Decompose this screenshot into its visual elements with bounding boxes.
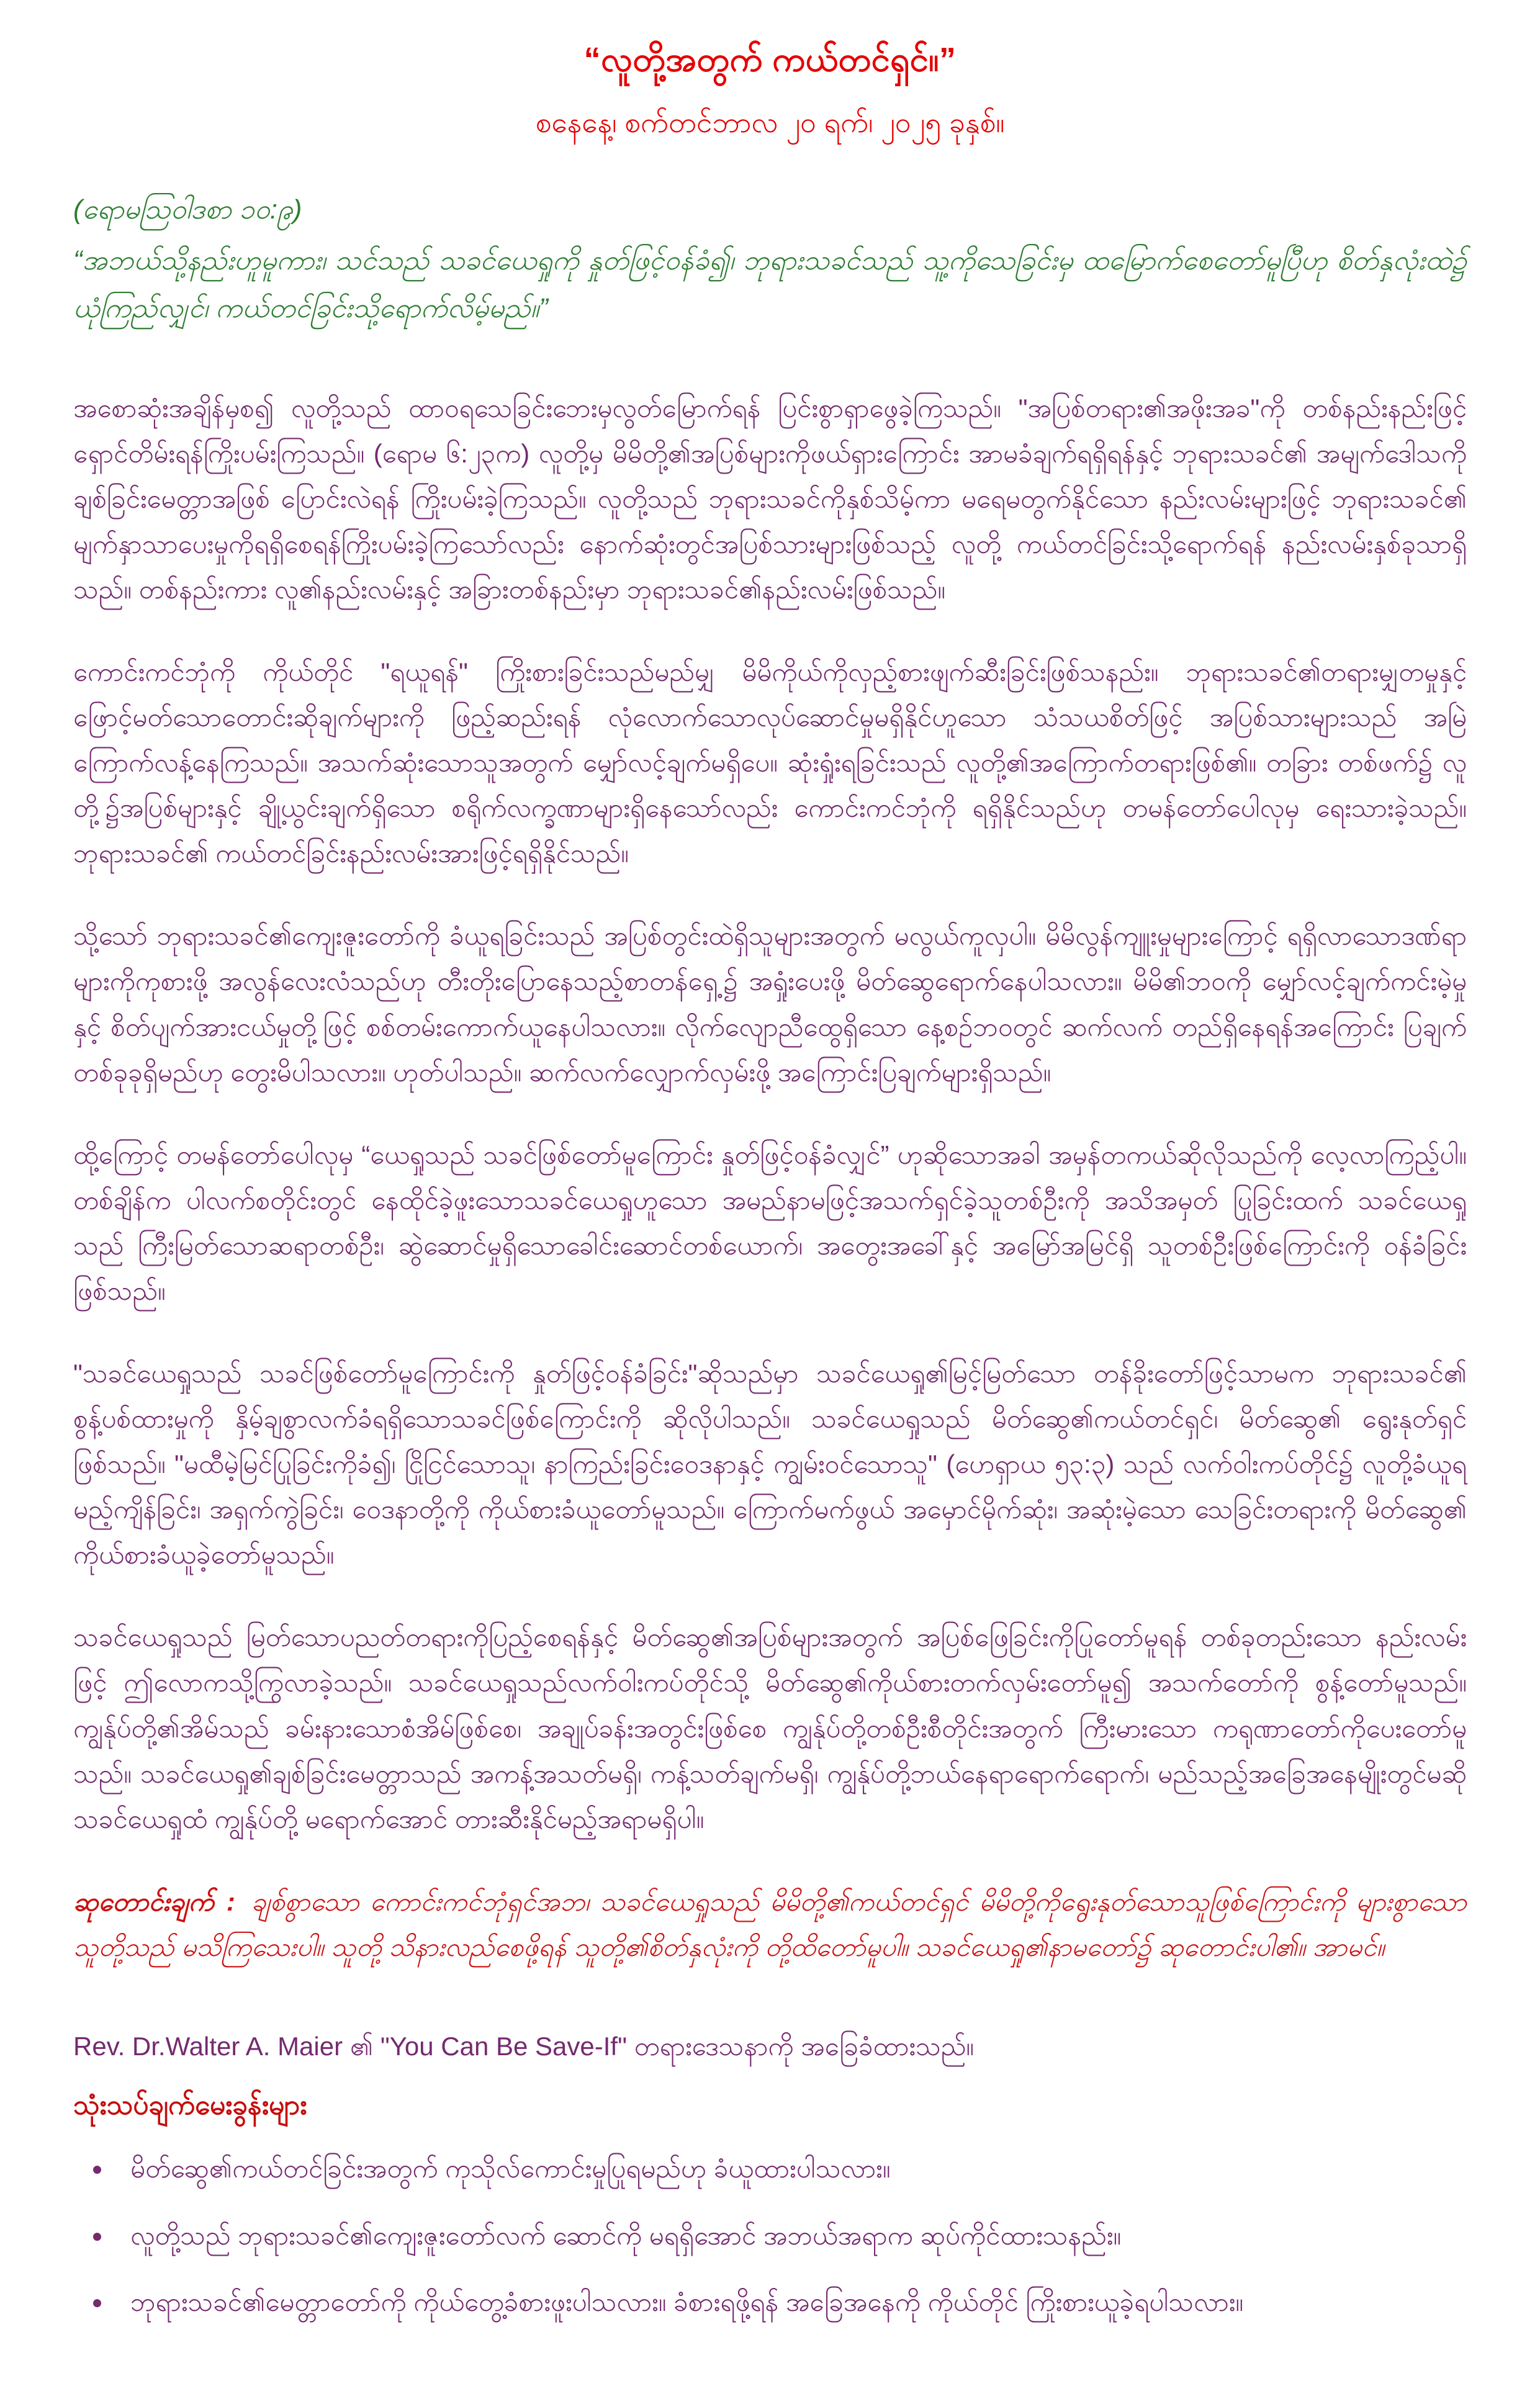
questions-list <box>73 2146 1467 2324</box>
date-line: စနေနေ့၊ စက်တင်ဘာလ ၂၀ ရက်၊ ၂၀၂၅ ခုနှစ်။ <box>535 106 1005 138</box>
question-item-1: • မိတ်ဆွေ၏ကယ်တင်ခြင်းအတွက် ကုသိုလ်ကောင်းမှုပြုရမည်ဟု ခံယူထားပါသလား။ <box>113 2146 1467 2191</box>
questions-heading: သုံးသပ်ချက်မေးခွန်းများ <box>73 2090 307 2121</box>
scripture-reference: (ရောမဩဝါဒစာ ၁၀:၉) <box>73 194 302 225</box>
question-item-2: • လူတို့သည် ဘုရားသခင်၏ကျေးဇူးတော်လက် ဆောင်ကို မရရှိအောင် အဘယ်အရာက ဆုပ်ကိုင်ထားသနည်း။ <box>113 2214 1467 2258</box>
body-paragraph-6: သခင်ယေရှုသည် မြတ်သောပညတ်တရားကိုပြည့်စေရန်နှင့် မိတ်ဆွေ၏အပြစ်များအတွက် အပြစ်ဖြေခြင်းကိုပြုတော်မူရန် တစ်ခုတည်းသော နည်းလမ်းဖြင့် ဤလောကသို့ကြွလာခဲ့သည်။ သခင်ယေရှုသည်လက်ဝါးကပ်တိုင်သို့ မိတ်ဆွေ၏ကိုယ်စားတက်လှမ်းတော်မူ၍ အသက်တော်ကို စွန့်တော်မူသည်။ ကျွန်ုပ်တို့၏အိမ်သည် ခမ်းနားသောစံအိမ်ဖြစ်စေ၊ အချုပ်ခန်းအတွင်းဖြစ်စေ ကျွန်ုပ်တို့တစ်ဦးစီတိုင်းအတွက် ကြီးမားသော ကရုဏာတော်ကိုပေးတော်မူသည်။ သခင်ယေရှု၏ချစ်ခြင်းမေတ္တာသည် အကန့်အသတ်မရှိ၊ ကန့်သတ်ချက်မရှိ၊ ကျွန်ုပ်တို့ဘယ်နေရာရောက်ရောက်၊ မည်သည့်အခြေအနေမျိုးတွင်မဆို သခင်ယေရှုထံ ကျွန်ုပ်တို့ မရောက်အောင် တားဆီးနိုင်မည့်အရာမရှိပါ။ <box>73 1623 1467 1834</box>
body-paragraph-1: အစောဆုံးအချိန်မှစ၍ လူတို့သည် ထာဝရသေခြင်းဘေးမှလွတ်မြောက်ရန် ပြင်းစွာရှာဖွေခဲ့ကြသည်။ "အပြစ်တရား၏အဖိုးအခ"ကို တစ်နည်းနည်းဖြင့် ရှောင်တိမ်းရန်ကြိုးပမ်းကြသည်။ (ရောမ ၆:၂၃က) လူတို့မှ မိမိတို့၏အပြစ်များကိုဖယ်ရှားကြောင်း အာမခံချက်ရရှိရန်နှင့် ဘုရားသခင်၏ အမျက်ဒေါသကို ချစ်ခြင်းမေတ္တာအဖြစ် ပြောင်းလဲရန် ကြိုးပမ်းခဲ့ကြသည်။ လူတို့သည် ဘုရားသခင်ကိုနှစ်သိမ့်ကာ မရေမတွက်နိုင်သော နည်းလမ်းများဖြင့် ဘုရားသခင်၏ မျက်နှာသာပေးမှုကိုရရှိစေရန်ကြိုးပမ်းခဲ့ကြသော်လည်း နောက်ဆုံးတွင်အပြစ်သားများဖြစ်သည့် လူတို့ ကယ်တင်ခြင်းသို့ရောက်ရန် နည်းလမ်းနှစ်ခုသာရှိသည်။ တစ်နည်းကား လူ၏နည်းလမ်းနှင့် အခြားတစ်နည်းမှာ ဘုရားသခင်၏နည်းလမ်းဖြစ်သည်။ <box>73 393 1467 604</box>
prayer-label: ဆုတောင်းချက် <box>73 1886 214 1916</box>
body-paragraph-2: ကောင်းကင်ဘုံကို ကိုယ်တိုင် "ရယူရန်" ကြိုးစားခြင်းသည်မည်မျှ မိမိကိုယ်ကိုလှည့်စားဖျက်ဆီးခြင်းဖြစ်သနည်း။ ဘုရားသခင်၏တရားမျှတမှုနှင့် ဖြောင့်မတ်သောတောင်းဆိုချက်များကို ဖြည့်ဆည်းရန် လုံလောက်သောလုပ်ဆောင်မှုမရှိနိုင်ဟူသော သံသယစိတ်ဖြင့် အပြစ်သားများသည် အမြဲ ကြောက်လန့်နေကြသည်။ အသက်ဆုံးသောသူအတွက် မျှော်လင့်ချက်မရှိပေ။ ဆုံးရှုံးရခြင်းသည် လူတို့၏အကြောက်တရားဖြစ်၏။ တခြား တစ်ဖက်၌ လူတို့၌အပြစ်များနှင့် ချို့ယွင်းချက်ရှိသော စရိုက်လက္ခဏာများရှိနေသော်လည်း ကောင်းကင်ဘုံကို ရရှိနိုင်သည်ဟု တမန်တော်ပေါလုမှ ရေးသားခဲ့သည်။ ဘုရားသခင်၏ ကယ်တင်ခြင်းနည်းလမ်းအားဖြင့်ရရှိနိုင်သည်။ <box>73 657 1467 868</box>
prayer-text: ချစ်စွာသော ကောင်းကင်ဘုံရှင်အဘ၊ သခင်ယေရှုသည် မိမိတို့၏ကယ်တင်ရှင် မိမိတို့ကိုရွေးနုတ်သောသူဖြစ်ကြောင်းကို များစွာသောသူတို့သည် မသိကြသေးပါ။ သူတို့ သိနားလည်စေဖို့ရန် သူတို့၏စိတ်နှလုံးကို တို့ထိတော်မူပါ။ သခင်ယေရှု၏နာမတော်၌ ဆုတောင်းပါ၏။ အာမင်။ <box>73 1886 1467 1961</box>
attribution-line: Rev. Dr.Walter A. Maier ၏ "You Can Be Save-If" တရားဒေသနာကို အခြေခံထားသည်။ <box>73 2031 975 2061</box>
prayer-separator: : <box>226 1886 235 1916</box>
body-paragraph-5: "သခင်ယေရှုသည် သခင်ဖြစ်တော်မူကြောင်းကို နှုတ်ဖြင့်ဝန်ခံခြင်း"ဆိုသည်မှာ သခင်ယေရှု၏မြင့်မြတ်သော တန်ခိုးတော်ဖြင့်သာမက ဘုရားသခင်၏ စွန့်ပစ်ထားမှုကို နှိမ့်ချစွာလက်ခံရရှိသောသခင်ဖြစ်ကြောင်းကို ဆိုလိုပါသည်။ သခင်ယေရှုသည် မိတ်ဆွေ၏ကယ်တင်ရှင်၊ မိတ်ဆွေ၏ ရွေးနုတ်ရှင်ဖြစ်သည်။ "မထီမဲ့မြင်ပြုခြင်းကိုခံ၍၊ ငြိုငြင်သောသူ၊ နာကြည်းခြင်းဝေဒနာနှင့် ကျွမ်းဝင်သောသူ" (ဟေရှာယ ၅၃:၃) သည် လက်ဝါးကပ်တိုင်၌ လူတို့ခံယူရမည့်ကျိန်ခြင်း၊ အရှက်ကွဲခြင်း၊ ဝေဒနာတို့ကို ကိုယ်စားခံယူတော်မူသည်။ ကြောက်မက်ဖွယ် အမှောင်မိုက်ဆုံး၊ အဆုံးမဲ့သော သေခြင်းတရားကို မိတ်ဆွေ၏ ကိုယ်စားခံယူခဲ့တော်မူသည်။ <box>73 1359 1467 1570</box>
page-title: “လူတို့အတွက် ကယ်တင်ရှင်။” <box>583 41 957 78</box>
prayer-section <box>73 1879 1467 1970</box>
body-paragraph-4: ထို့ကြောင့် တမန်တော်ပေါလုမှ “ယေရှုသည် သခင်ဖြစ်တော်မူကြောင်း နှုတ်ဖြင့်ဝန်ခံလျှင်” ဟုဆိုသောအခါ အမှန်တကယ်ဆိုလိုသည်ကို လေ့လာကြည့်ပါ။ တစ်ချိန်က ပါလက်စတိုင်းတွင် နေထိုင်ခဲ့ဖူးသောသခင်ယေရှုဟူသော အမည်နာမဖြင့်အသက်ရှင်ခဲ့သူတစ်ဦးကို အသိအမှတ် ပြုခြင်းထက် သခင်ယေရှုသည် ကြီးမြတ်သောဆရာတစ်ဦး၊ ဆွဲဆောင်မှုရှိသောခေါင်းဆောင်တစ်ယောက်၊ အတွေးအခေါ်နှင့် အမြော်အမြင်ရှိ သူတစ်ဦးဖြစ်ကြောင်းကို ဝန်ခံခြင်းဖြစ်သည်။ <box>73 1140 1467 1305</box>
question-item-3: • ဘုရားသခင်၏မေတ္တာတော်ကို ကိုယ်တွေ့ခံစားဖူးပါသလား။ ခံစားရဖို့ရန် အခြေအနေကို ကိုယ်တိုင် ကြိုးစားယူခဲ့ရပါသလား။ <box>113 2280 1467 2324</box>
scripture-quote: “အဘယ်သို့နည်းဟူမူကား၊ သင်သည် သခင်ယေရှုကို နှုတ်ဖြင့်ဝန်ခံ၍၊ ဘုရားသခင်သည် သူ့ကိုသေခြင်းမှ ထမြောက်စေတော်မူပြီဟု စိတ်နှလုံးထဲ၌ ယုံကြည်လျှင်၊ ကယ်တင်ခြင်းသို့ရောက်လိမ့်မည်။” <box>73 245 1467 323</box>
body-paragraph-3: သို့သော် ဘုရားသခင်၏ကျေးဇူးတော်ကို ခံယူရခြင်းသည် အပြစ်တွင်းထဲရှိသူများအတွက် မလွယ်ကူလှပါ။ မိမိလွန်ကျူးမှုများကြောင့် ရရှိလာသောဒဏ်ရာများကိုကုစားဖို့ အလွန်လေးလံသည်ဟု တီးတိုးပြောနေသည့်စာတန်ရှေ့၌ အရှုံးပေးဖို့ မိတ်ဆွေရောက်နေပါသလား။ မိမိ၏ဘဝကို မျှော်လင့်ချက်ကင်းမဲ့မှုနှင့် စိတ်ပျက်အားငယ်မှုတို့ဖြင့် စစ်တမ်းကောက်ယူနေပါသလား။ လိုက်လျောညီထွေရှိသော နေ့စဉ်ဘဝတွင် ဆက်လက် တည်ရှိနေရန်အကြောင်း ပြချက်တစ်ခုခုရှိမည်ဟု တွေးမိပါသလား။ ဟုတ်ပါသည်။ ဆက်လက်လျှောက်လှမ်းဖို့ အကြောင်းပြချက်များရှိသည်။ <box>73 921 1467 1087</box>
